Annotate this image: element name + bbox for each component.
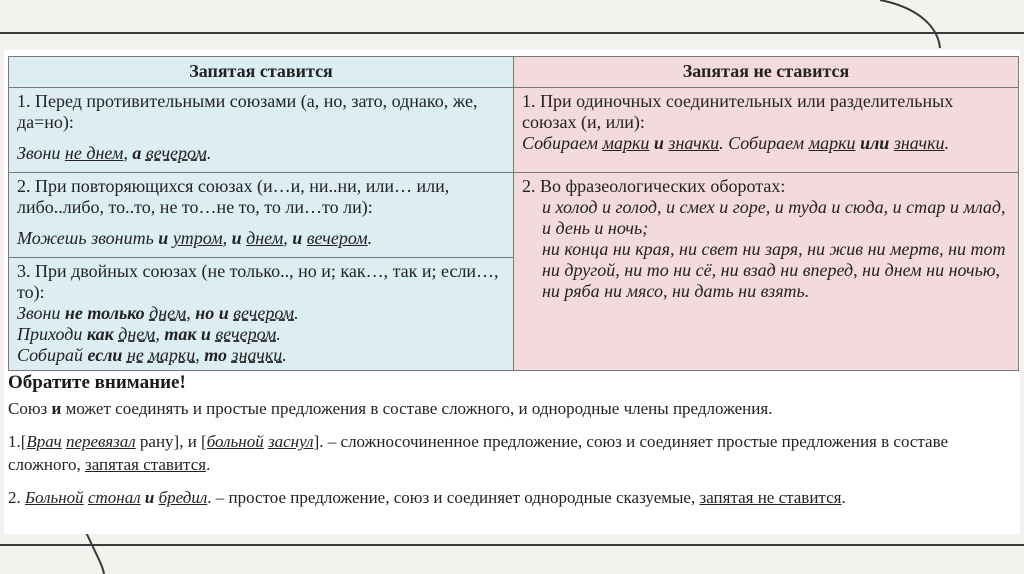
table-row	[9, 88, 1019, 173]
header-comma-used: Запятая ставится	[9, 57, 514, 88]
cell-rule-1-right	[514, 88, 1019, 173]
example-text: Звони не днем, а вечером.	[17, 143, 212, 163]
cell-rule-3-left	[9, 258, 514, 371]
example-text: Можешь звонить и утром, и днем, и вечером.	[17, 228, 373, 248]
rule-text: 2. Во фразеологических оборотах:	[522, 176, 786, 196]
note-line: Союз и может соединять и простые предложения в составе сложного, и однородные члены предложения.	[8, 399, 773, 418]
cell-rule-1-left	[9, 88, 514, 173]
example-text: ни конца ни края, ни свет ни заря, ни жив ни мертв, ни тот ни другой, ни то ни сё, ни взад ни вперед, ни днем ни ночью, ни ряба ни мясо, ни дать ни взять.	[542, 239, 1006, 301]
note-example-1: 1.[Врач перевязал рану], и [больной заснул]. – сложносочиненное предложение, союз и соединяет простые предложения в составе сложного, запятая ставится.	[8, 432, 949, 474]
rule-text: 1. При одиночных соединительных или разделительных союзах (и, или):	[522, 91, 954, 132]
note-example-2: 2. Больной стонал и бредил. – простое предложение, союз и соединяет однородные сказуемые, запятая не ставится.	[8, 488, 846, 507]
attention-note	[4, 372, 1016, 509]
table-row	[9, 173, 1019, 258]
example-text: Собираем марки и значки. Собираем марки или значки.	[522, 133, 950, 153]
rule-text: 2. При повторяющихся союзах (и…и, ни..ни, или… или, либо..либо, то..то, не то…не то, то ли…то ли):	[17, 176, 450, 217]
rule-text: 1. Перед противительными союзами (а, но, зато, однако, же, да=но):	[17, 91, 478, 132]
header-comma-not-used: Запятая не ставится	[514, 57, 1019, 88]
example-text: и холод и голод, и смех и горе, и туда и сюда, и стар и млад, и день и ночь;	[542, 197, 1006, 238]
note-title: Обратите внимание!	[8, 372, 186, 393]
cell-rule-2-left	[9, 173, 514, 258]
rule-text: 3. При двойных союзах (не только.., но и; как…, так и; если…, то):	[17, 261, 499, 302]
example-text: Звони не только днем, но и вечером.	[17, 303, 299, 323]
table-header-row	[9, 57, 1019, 88]
example-text: Собирай если не марки, то значки.	[17, 345, 287, 365]
rules-table	[8, 56, 1019, 371]
cell-rule-2-right	[514, 173, 1019, 371]
example-text: Приходи как днем, так и вечером.	[17, 324, 281, 344]
